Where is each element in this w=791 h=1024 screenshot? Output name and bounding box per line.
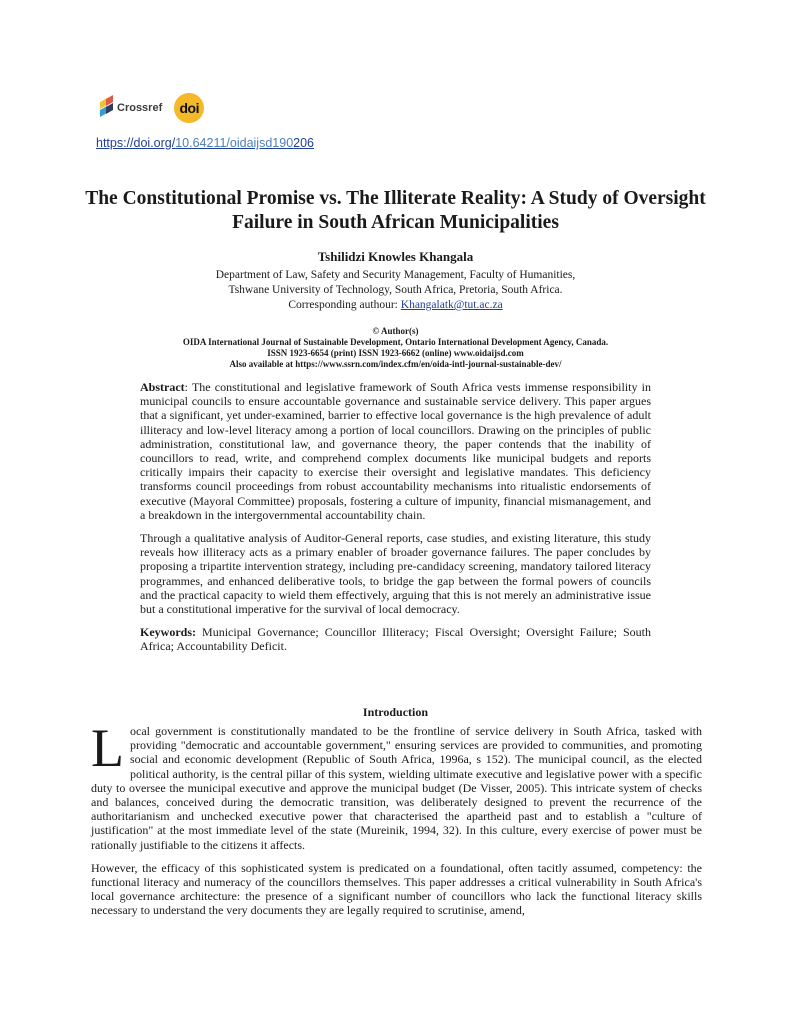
copyright-line: © Author(s) — [372, 326, 419, 336]
abstract-paragraph-1 — [140, 380, 651, 522]
keywords — [140, 625, 651, 653]
publisher-logos — [100, 92, 204, 124]
abstract-text-1: : The constitutional and legislative framework of South Africa vests immense responsibility in municipal councils to ensure accountable governance and sustainable service delivery. This paper argues that a significant, yet under-examined, barrier to effective local governance is the high prevalence of adult illiteracy and low-level literacy among a portion of local councillors. Drawing on the principles of public administration, constitutional law, and governance theory, the paper contends that the inability of councillors to read, write, and comprehend complex documents like municipal budgets and reports critically impairs their capacity to exercise their oversight and legislative mandates. This deficiency transforms council proceedings from robust accountability mechanisms into ritualistic endorsements of executive (Mayoral Committee) proposals, fostering a culture of impunity, financial mismanagement, and a breakdown in the intergovernmental accountability chain. — [140, 380, 651, 522]
drop-cap: L — [91, 718, 124, 778]
introduction-heading: Introduction — [362, 705, 429, 719]
doi-url[interactable] — [96, 136, 314, 150]
corresponding-author — [80, 298, 711, 313]
corresponding-email-link[interactable]: Khangalatk@tut.ac.za — [400, 299, 503, 311]
author-name: Tshilidzi Knowles Khangala — [317, 249, 474, 264]
issn-line: ISSN 1923-6654 (print) ISSN 1923-6662 (online) www.oidaijsd.com — [267, 348, 524, 358]
doi-id: 10.64211/oidaijsd190 — [175, 136, 294, 150]
availability-line: Also available at https://www.ssrn.com/index.cfm/en/oida-intl-journal-sustainable-dev/ — [229, 359, 562, 369]
abstract-section — [140, 380, 651, 663]
paper-title: The Constitutional Promise vs. The Illiterate Reality: A Study of Oversight Failure in South African Municipalities — [85, 188, 706, 233]
doi-link[interactable] — [96, 136, 314, 150]
doi-label: doi — [179, 100, 199, 116]
keywords-text: Municipal Governance; Councillor Illiteracy; Fiscal Oversight; Oversight Failure; South Africa; Accountability Deficit. — [140, 625, 651, 654]
introduction-paragraph-2: However, the efficacy of this sophisticated system is predicated on a foundational, often tacitly assumed, competency: the functional literacy and numeracy of the councillors themselves. This paper addresses a critical vulnerability in South Africa's local governance architecture: the presence of a significant number of councillors who lack the functional literacy skills necessary to understand the very documents they are legally required to scrutinise, amend, — [91, 860, 702, 918]
doi-logo-icon[interactable] — [174, 93, 204, 123]
corresponding-label: Corresponding authour: — [288, 299, 398, 311]
abstract-paragraph-2: Through a qualitative analysis of Auditor-General reports, case studies, and existing literature, this study reveals how illiteracy acts as a primary enabler of broader governance failures. The paper concludes by proposing a tripartite intervention strategy, including pre-candidacy screening, mandatory tailored literacy programmes, and enhanced deliberative tools, to bridge the gap between the formal powers of councils and the practical capacity to wield them effectively, arguing that this is not merely an administrative issue but a constitutional imperative for the survival of local democracy. — [140, 531, 651, 617]
affiliation-line-2: Tshwane University of Technology, South Africa, Pretoria, South Africa. — [228, 284, 563, 296]
doi-prefix: https://doi.org/ — [96, 136, 176, 150]
keywords-label: Keywords: — [140, 625, 196, 640]
abstract-label: Abstract — [140, 380, 185, 394]
crossref-label: Crossref — [117, 102, 163, 114]
introduction-paragraph-1 — [91, 718, 702, 852]
crossref-logo[interactable] — [100, 97, 162, 119]
author-affiliation — [80, 268, 711, 313]
journal-line: OIDA International Journal of Sustainable Development, Ontario International Development Agency, Canada. — [182, 337, 609, 347]
affiliation-line-1: Department of Law, Safety and Security Management, Faculty of Humanities, — [215, 269, 576, 281]
introduction-text-1: ocal government is constitutionally mandated to be the frontline of service delivery in South Africa, tasked with providing "democratic and accountable government," ensuring services are provided to communities, and promoting social and economic development (Republic of South Africa, 1996a, s 152). The municipal council, as the elected political authority, is the central pillar of this system, wielding ultimate executive and legislative power with a specific duty to oversee the municipal executive and approve the municipal budget (De Visser, 2005). This intricate system of checks and balances, conceived during the democratic transition, was deliberately designed to prevent the recurrence of the authoritarianism and unchecked executive power that characterised the apartheid past and to establish a "culture of justification" at the most immediate level of the state (Mureinik, 1994, 32). In this culture, every exercise of power must be rationally justifiable to the citizens it affects. — [91, 724, 702, 852]
introduction-body — [91, 718, 702, 927]
doi-suffix: 206 — [293, 136, 315, 150]
crossref-icon — [100, 97, 114, 119]
publication-info — [80, 326, 711, 370]
